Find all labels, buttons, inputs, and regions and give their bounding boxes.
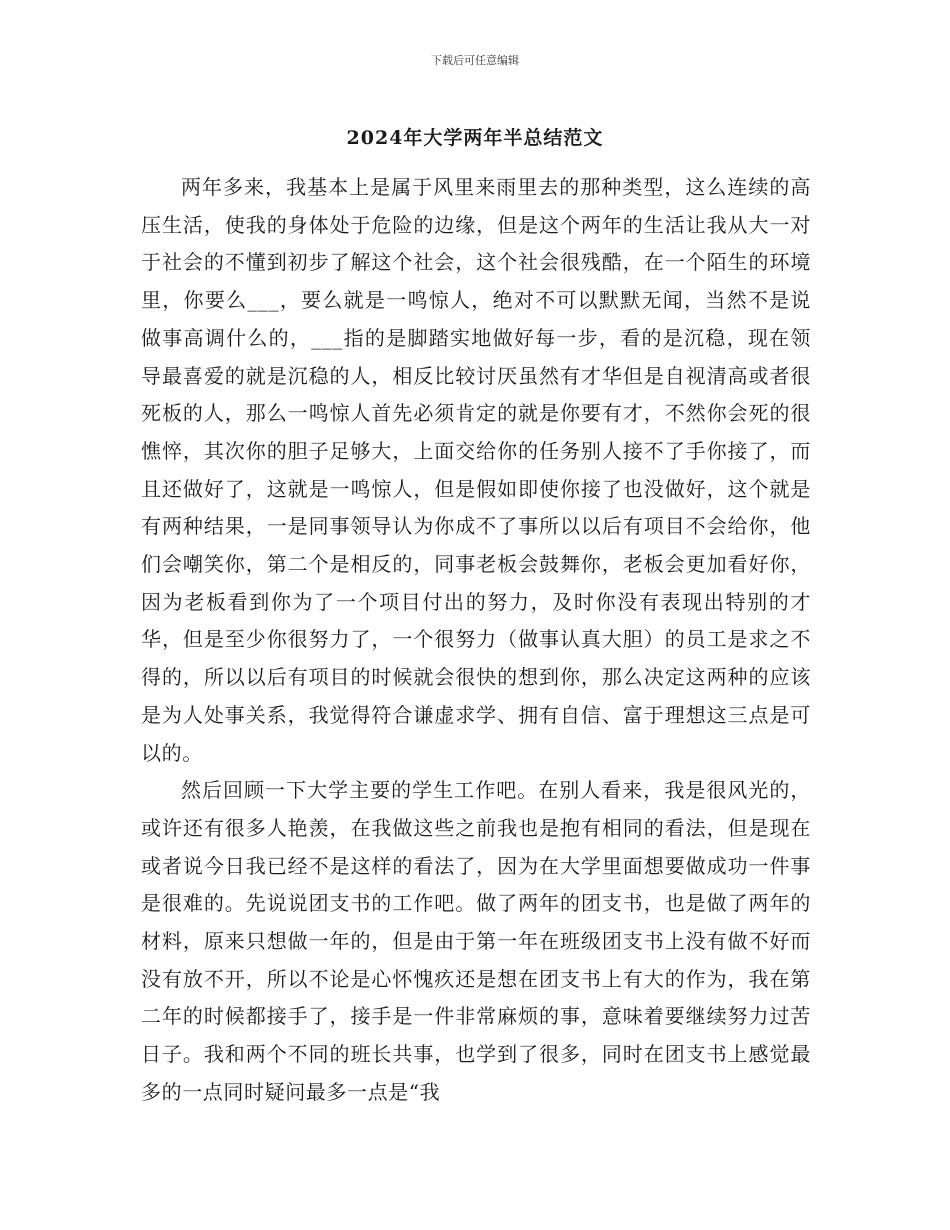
document-body (141, 169, 811, 1112)
document-title: 2024年大学两年半总结范文 (346, 127, 604, 149)
body-paragraph-2: 然后回顾一下大学主要的学生工作吧。在别人看来，我是很风光的，或许还有很多人艳羡，在我做这些之前我也是抱有相同的看法，但是现在或者说今日我已经不是这样的看法了，因为在大学里面想要做成功一件事是很难的。先说说团支书的工作吧。做了两年的团支书，也是做了两年的材料，原来只想做一年的，但是由于第一年在班级团支书上没有做不好而没有放不开，所以不论是心怀愧疚还是想在团支书上有大的作为，我在第二年的时候都接手了，接手是一件非常麻烦的事，意味着要继续努力过苦日子。我和两个不同的班长共事，也学到了很多，同时在团支书上感觉最多的一点同时疑问最多一点是“我 (141, 778, 811, 1104)
page-header-note: 下载后可任意编辑 (431, 54, 519, 67)
body-paragraph-1: 两年多来，我基本上是属于风里来雨里去的那种类型，这么连续的高压生活，使我的身体处于危险的边缘，但是这个两年的生活让我从大一对于社会的不懂到初步了解这个社会，这个社会很残酷，在一个陌生的环境里，你要么___，要么就是一鸣惊人，绝对不可以默默无闻，当然不是说做事高调什么的，___指的是脚踏实地做好每一步，看的是沉稳，现在领导最喜爱的就是沉稳的人，相反比较讨厌虽然有才华但是自视清高或者很死板的人，那么一鸣惊人首先必须肯定的就是你要有才，不然你会死的很憔悴，其次你的胆子足够大，上面交给你的任务别人接不了手你接了，而且还做好了，这就是一鸣惊人，但是假如即使你接了也没做好，这个就是有两种结果，一是同事领导认为你成不了事所以以后有项目不会给你，他们会嘲笑你，第二个是相反的，同事老板会鼓舞你，老板会更加看好你，因为老板看到你为了一个项目付出的努力，及时你没有表现出特别的才华，但是至少你很努力了，一个很努力（做事认真大胆）的员工是求之不得的，所以以后有项目的时候就会很快的想到你，那么决定这两种的应该是为人处事关系，我觉得符合谦虚求学、拥有自信、富于理想这三点是可以的。 (141, 175, 811, 765)
